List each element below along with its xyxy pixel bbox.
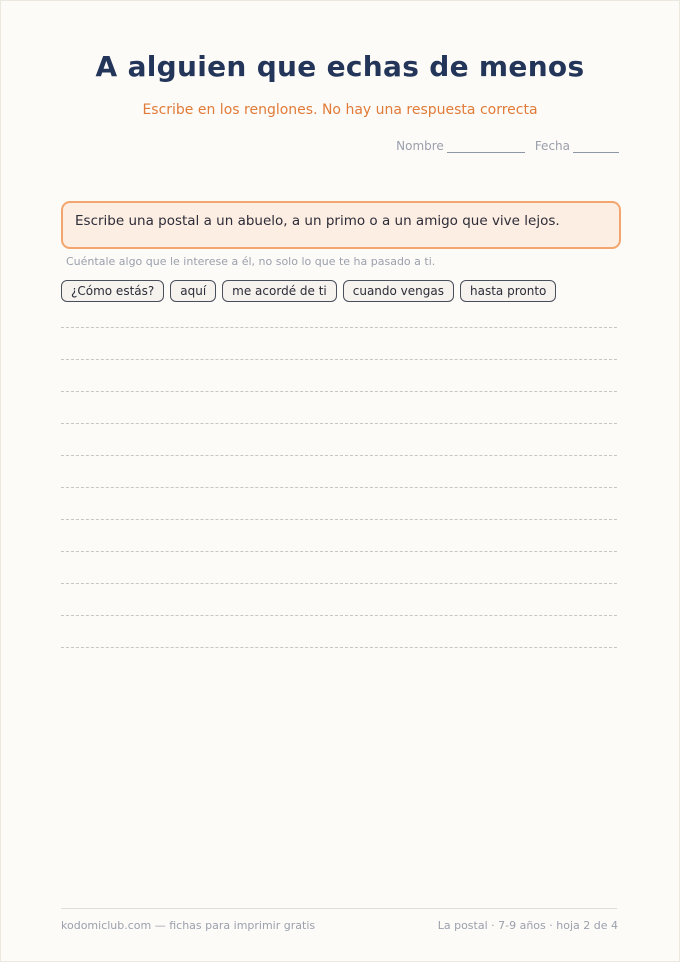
name-date-fields: [396, 139, 619, 153]
writing-line[interactable]: [61, 647, 617, 648]
writing-line[interactable]: [61, 615, 617, 616]
writing-line[interactable]: [61, 391, 617, 392]
word-chip: hasta pronto: [460, 280, 556, 302]
worksheet-subtitle: Escribe en los renglones. No hay una respuesta correcta: [142, 102, 538, 118]
footer-site: kodomiclub.com — fichas para imprimir gratis: [61, 919, 316, 932]
writing-line[interactable]: [61, 519, 617, 520]
word-chip: ¿Cómo estás?: [61, 280, 164, 302]
writing-line[interactable]: [61, 327, 617, 328]
word-chip: cuando vengas: [343, 280, 454, 302]
date-blank[interactable]: [573, 140, 619, 153]
writing-area: [61, 327, 617, 679]
word-chip: aquí: [170, 280, 216, 302]
writing-line[interactable]: [61, 359, 617, 360]
writing-line[interactable]: [61, 487, 617, 488]
word-bank: [61, 280, 562, 302]
writing-line[interactable]: [61, 551, 617, 552]
footer-divider: [61, 908, 617, 909]
name-label: Nombre: [396, 139, 444, 153]
date-label: Fecha: [534, 139, 570, 153]
worksheet-title: A alguien que echas de menos: [95, 50, 585, 83]
writing-line[interactable]: [61, 423, 617, 424]
prompt-box: [61, 201, 621, 249]
word-chip: me acordé de ti: [222, 280, 337, 302]
hint-text: Cuéntale algo que le interese a él, no solo lo que te ha pasado a ti.: [66, 255, 436, 268]
prompt-text: Escribe una postal a un abuelo, a un primo o a un amigo que vive lejos.: [75, 213, 560, 229]
footer-page-info: La postal · 7-9 años · hoja 2 de 4: [437, 919, 618, 932]
writing-line[interactable]: [61, 583, 617, 584]
writing-line[interactable]: [61, 455, 617, 456]
name-blank[interactable]: [447, 140, 525, 153]
